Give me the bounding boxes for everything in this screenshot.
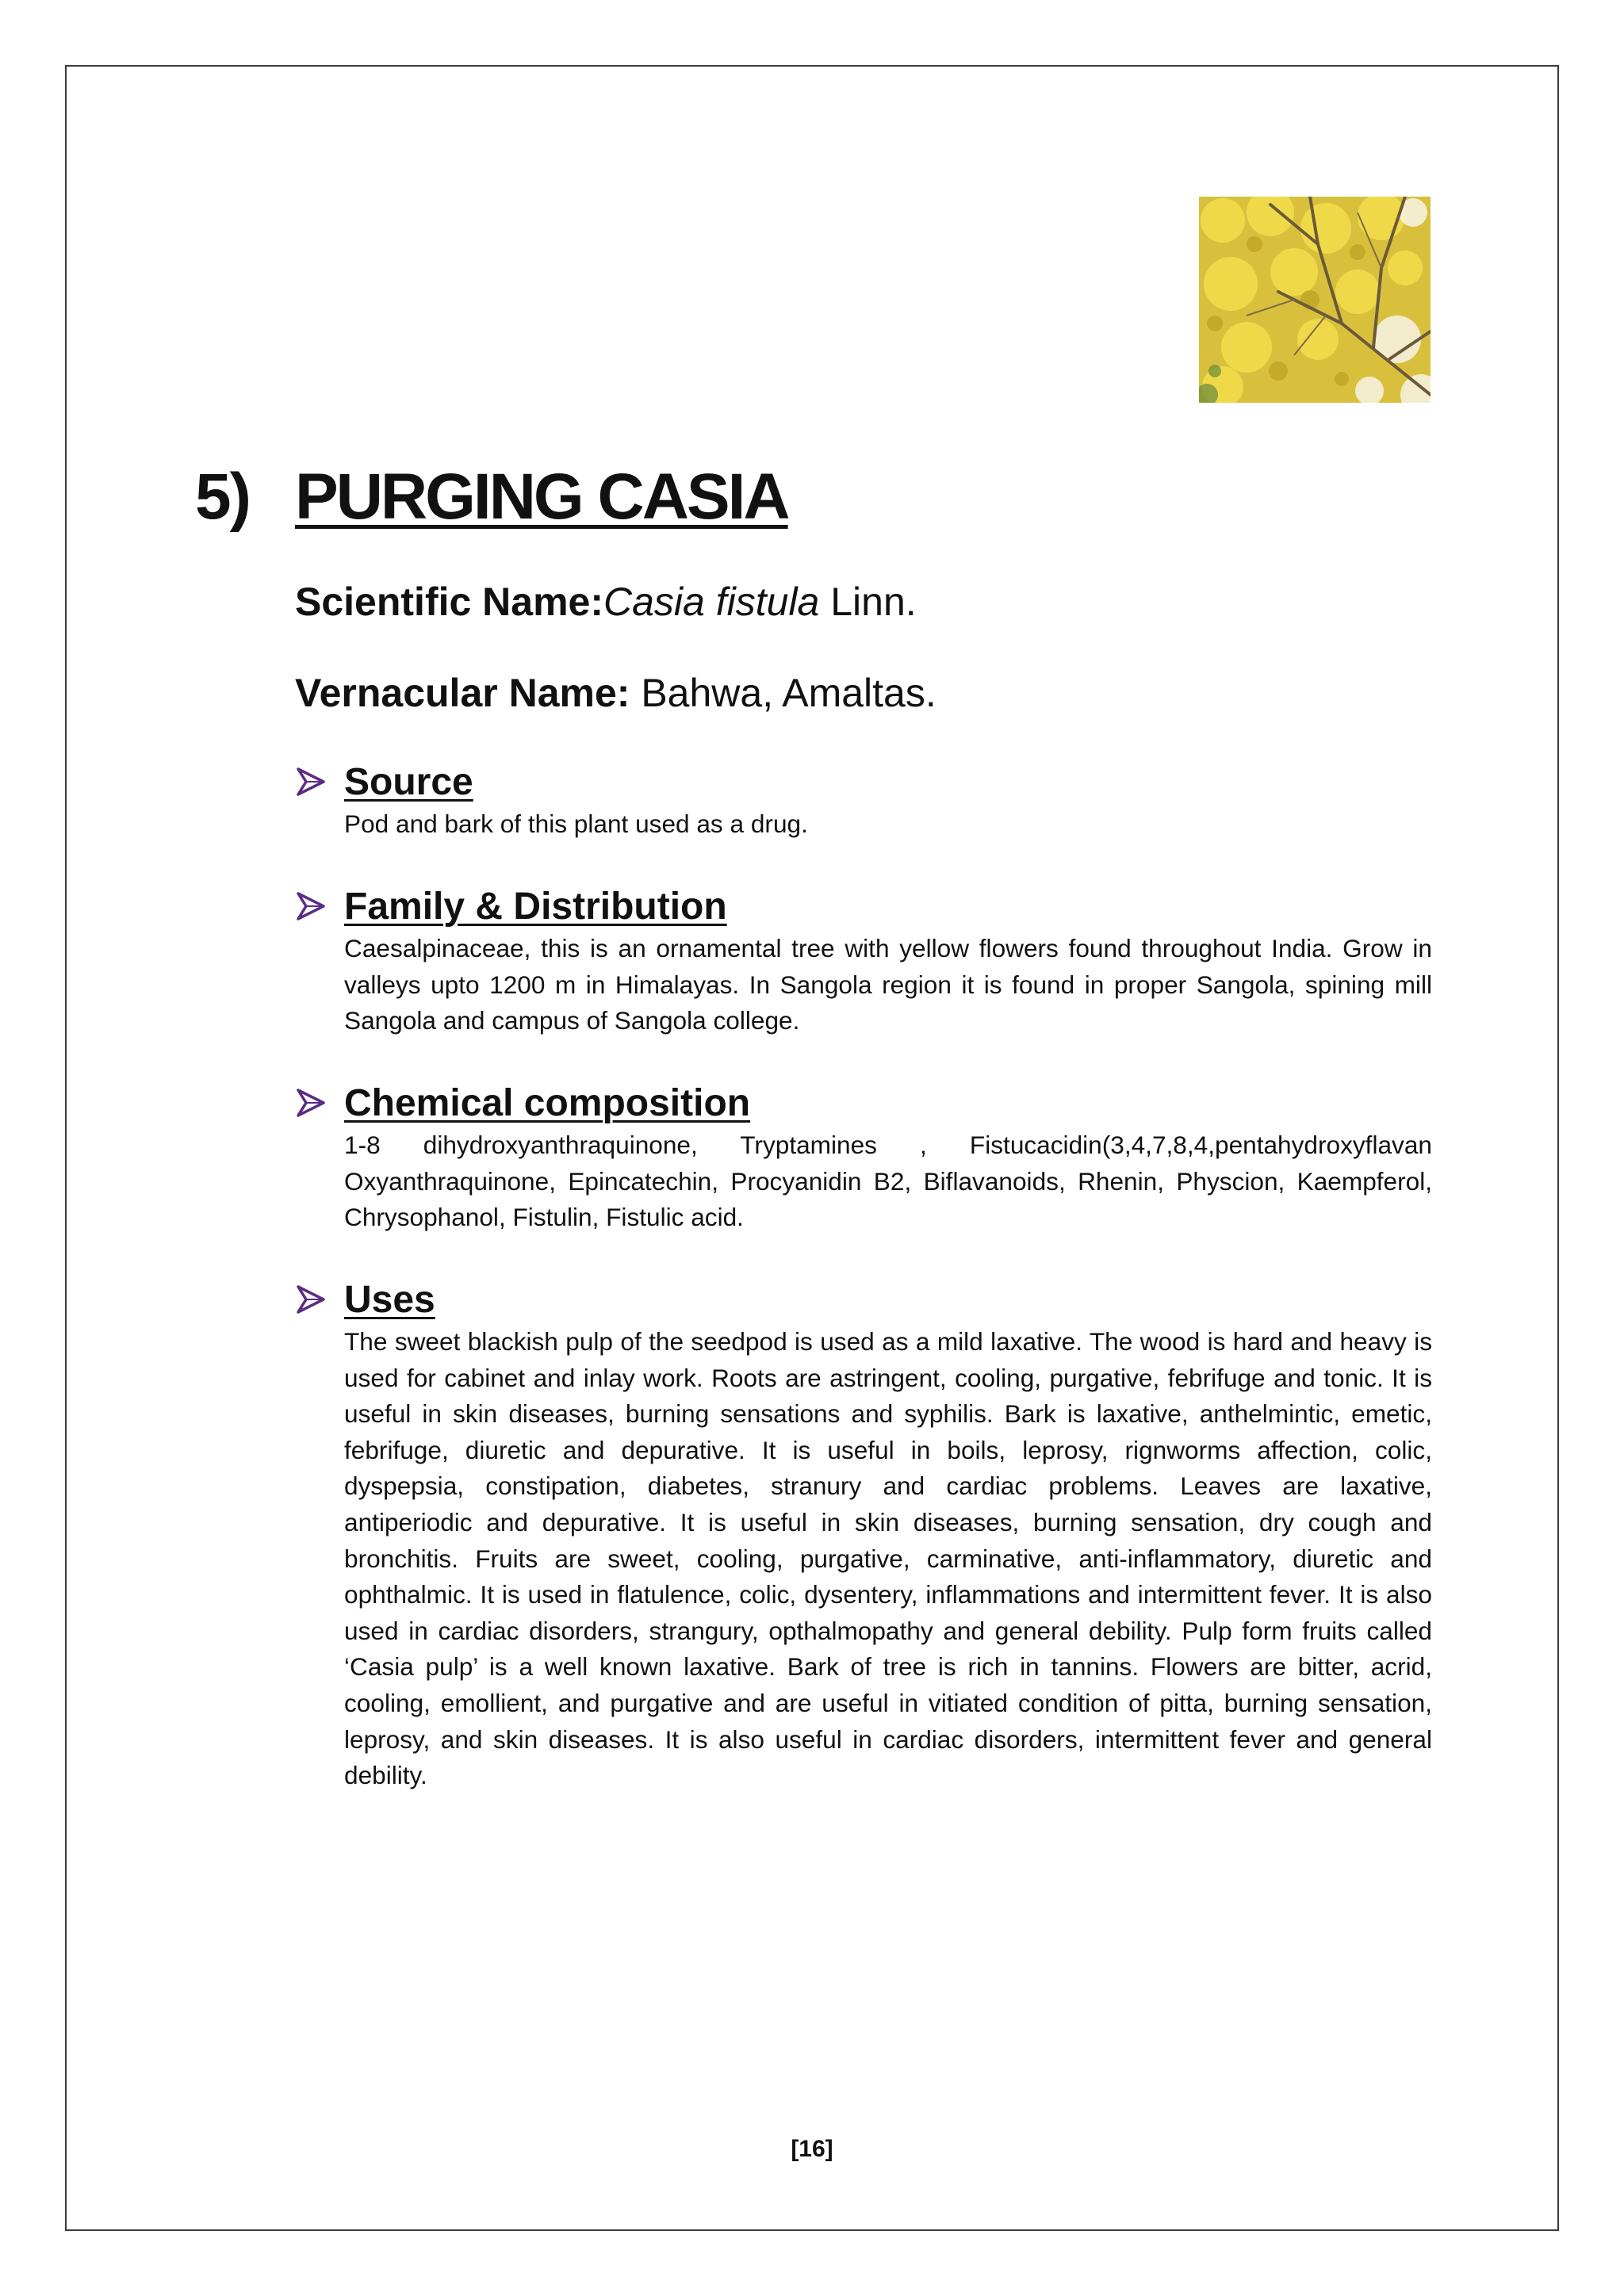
section-body: The sweet blackish pulp of the seedpod is used as a mild laxative. The wood is hard and heavy is used for cabinet and inlay work. Roots are astringent, cooling, purgative, febrifuge and tonic. It is useful in skin diseases, burning sensations and syphilis. Bark is laxative, anthelmintic, emetic, febrifuge, diuretic and depurative. It is useful in boils, leprosy, rignworms affection, colic, dyspepsia, constipation, diabetes, stranury and cardiac problems. Leaves are laxative, antiperiodic and depurative. It is useful in skin diseases, burning sensation, dry cough and bronchitis. Fruits are sweet, cooling, purgative, carminative, anti-inflammatory, diuretic and ophthalmic. It is used in flatulence, colic, dysentery, inflammations and intermittent fever. It is also used in cardiac disorders, strangury, opthalmopathy and general debility. Pulp form fruits called ‘Casia pulp’ is a well known laxative. Bark of tree is rich in tannins. Flowers are bitter, acrid, cooling, emollient, and purgative and are useful in vitiated condition of pitta, burning sensation, leprosy, and skin diseases. It is also useful in cardiac disorders, intermittent fever and general debility.	[344, 1327, 1432, 1790]
section-uses	[295, 1275, 1432, 1794]
title-text: PURGING CASIA	[295, 461, 788, 533]
arrow-bullet-icon	[295, 890, 327, 922]
section-title: Uses	[344, 1278, 435, 1321]
vernacular-name-label: Vernacular Name:	[295, 671, 630, 715]
vernacular-name-line	[295, 670, 936, 716]
section-source	[295, 757, 1432, 843]
scientific-name-label: Scientific Name:	[295, 580, 604, 624]
section-body: 1-8 dihydroxyanthraquinone, Tryptamines , Fistucacidin(3,4,7,8,4,pentahydroxyflavan Oxyanthraquinone, Epincatechin, Procyanidin B2, Biflavanoids, Rhenin, Physcion, Kaempferol, Chrysophanol, Fistulin, Fistulic acid.	[344, 1131, 1432, 1232]
section-title: Chemical composition	[344, 1081, 751, 1124]
page-number: [16]	[791, 2136, 833, 2162]
vernacular-name-value: Bahwa, Amaltas.	[630, 671, 936, 715]
section-body: Caesalpinaceae, this is an ornamental tree with yellow flowers found throughout India. Grow in valleys upto 1200 m in Himalayas. In Sangola region it is found in proper Sangola, spining mill Sangola and campus of Sangola college.	[344, 934, 1432, 1035]
scientific-name-line	[295, 579, 917, 625]
section-family-distribution	[295, 882, 1432, 1039]
page-title	[195, 460, 788, 547]
arrow-bullet-icon	[295, 1284, 327, 1315]
title-number: 5)	[195, 461, 250, 533]
scientific-name-suffix: Linn.	[819, 580, 917, 624]
section-chemical-composition	[295, 1078, 1432, 1236]
arrow-bullet-icon	[295, 766, 327, 798]
section-title: Family & Distribution	[344, 885, 727, 928]
section-title: Source	[344, 760, 473, 803]
section-body: Pod and bark of this plant used as a drug.	[344, 809, 808, 838]
scientific-name-value: Casia fistula	[603, 580, 820, 624]
arrow-bullet-icon	[295, 1087, 327, 1119]
plant-photo	[1199, 197, 1431, 403]
